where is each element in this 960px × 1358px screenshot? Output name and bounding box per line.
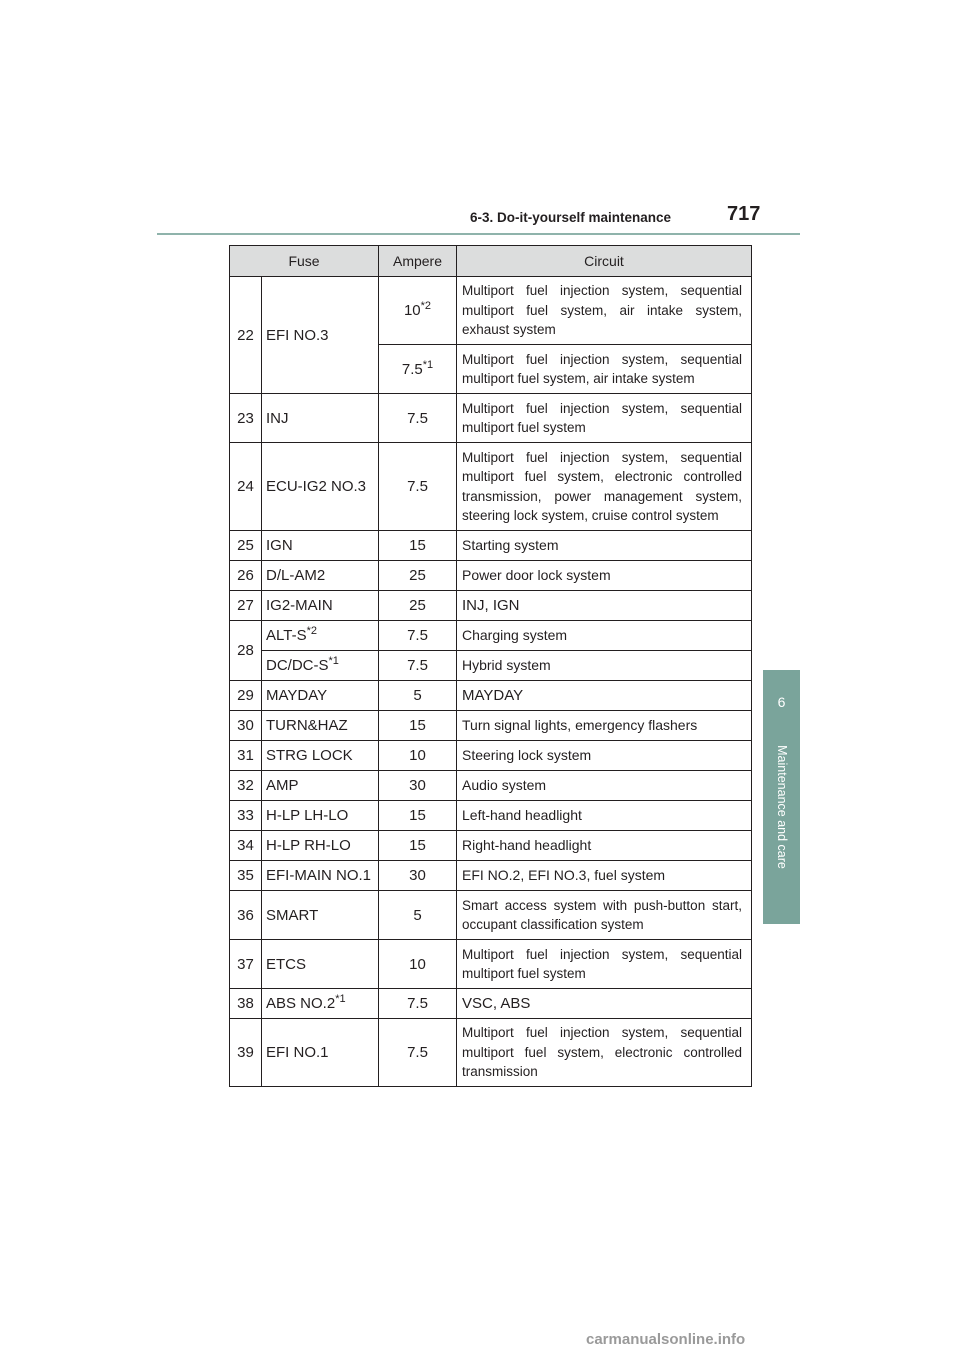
footnote-marker: *1 bbox=[335, 993, 346, 1005]
ampere-number: 7.5 bbox=[401, 360, 423, 378]
table-row bbox=[230, 861, 752, 891]
ampere-value: 15 bbox=[379, 531, 457, 561]
ampere-value: 7.5 bbox=[379, 989, 457, 1019]
circuit-description: Multiport fuel injection system, sequential multiport fuel system bbox=[457, 394, 752, 443]
fuse-name: MAYDAY bbox=[262, 681, 379, 711]
circuit-description: EFI NO.2, EFI NO.3, fuel system bbox=[457, 861, 752, 891]
table-row bbox=[230, 443, 752, 531]
footnote-marker: *2 bbox=[306, 625, 317, 637]
header-rule bbox=[157, 233, 800, 235]
fuse-name: EFI NO.1 bbox=[262, 1019, 379, 1087]
fuse-name: STRG LOCK bbox=[262, 741, 379, 771]
fuse-number: 25 bbox=[230, 531, 262, 561]
table-row bbox=[230, 891, 752, 940]
circuit-description: Multiport fuel injection system, sequential multiport fuel system, air intake system, exhaust system bbox=[457, 277, 752, 345]
circuit-description: Multiport fuel injection system, sequential multiport fuel system bbox=[457, 940, 752, 989]
ampere-value bbox=[379, 345, 457, 394]
fuse-name: IGN bbox=[262, 531, 379, 561]
ampere-value: 7.5 bbox=[379, 394, 457, 443]
table-row bbox=[230, 621, 752, 651]
fuse-number: 34 bbox=[230, 831, 262, 861]
fuse-number: 27 bbox=[230, 591, 262, 621]
ampere-value: 7.5 bbox=[379, 621, 457, 651]
table-row bbox=[230, 561, 752, 591]
table-row bbox=[230, 989, 752, 1019]
ampere-value: 7.5 bbox=[379, 1019, 457, 1087]
ampere-value: 25 bbox=[379, 561, 457, 591]
fuse-number: 35 bbox=[230, 861, 262, 891]
fuse-number: 39 bbox=[230, 1019, 262, 1087]
circuit-description: Left-hand headlight bbox=[457, 801, 752, 831]
ampere-number: 10 bbox=[403, 302, 421, 319]
ampere-value: 5 bbox=[379, 891, 457, 940]
ampere-value bbox=[379, 277, 457, 345]
chapter-title: Maintenance and care bbox=[774, 745, 789, 870]
fuse-number: 30 bbox=[230, 711, 262, 741]
fuse-name: D/L-AM2 bbox=[262, 561, 379, 591]
footnote-marker: *1 bbox=[422, 358, 434, 371]
fuse-number: 33 bbox=[230, 801, 262, 831]
ampere-value: 30 bbox=[379, 771, 457, 801]
table-row bbox=[230, 277, 752, 345]
fuse-name bbox=[262, 621, 379, 651]
circuit-description: Power door lock system bbox=[457, 561, 752, 591]
circuit-description: Charging system bbox=[457, 621, 752, 651]
page-number: 717 bbox=[727, 203, 761, 225]
circuit-description: Hybrid system bbox=[457, 651, 752, 681]
fuse-name: AMP bbox=[262, 771, 379, 801]
circuit-description: Turn signal lights, emergency flashers bbox=[457, 711, 752, 741]
ampere-value: 7.5 bbox=[379, 443, 457, 531]
table-row bbox=[230, 531, 752, 561]
circuit-description: VSC, ABS bbox=[457, 989, 752, 1019]
table-row bbox=[230, 681, 752, 711]
ampere-value: 15 bbox=[379, 711, 457, 741]
fuse-name: H-LP RH-LO bbox=[262, 831, 379, 861]
fuse-number: 38 bbox=[230, 989, 262, 1019]
table-row bbox=[230, 940, 752, 989]
column-header-circuit: Circuit bbox=[457, 246, 752, 277]
fuse-name: TURN&HAZ bbox=[262, 711, 379, 741]
fuse-number: 26 bbox=[230, 561, 262, 591]
footnote-marker: *2 bbox=[420, 300, 432, 312]
circuit-description: Right-hand headlight bbox=[457, 831, 752, 861]
fuse-name bbox=[262, 651, 379, 681]
ampere-value: 15 bbox=[379, 831, 457, 861]
fuse-name bbox=[262, 989, 379, 1019]
ampere-value: 15 bbox=[379, 801, 457, 831]
fuse-name: EFI-MAIN NO.1 bbox=[262, 861, 379, 891]
fuse-name: H-LP LH-LO bbox=[262, 801, 379, 831]
ampere-value: 25 bbox=[379, 591, 457, 621]
column-header-fuse: Fuse bbox=[230, 246, 379, 277]
fuse-name: IG2-MAIN bbox=[262, 591, 379, 621]
circuit-description: Multiport fuel injection system, sequential multiport fuel system, air intake system bbox=[457, 345, 752, 394]
table-row bbox=[230, 831, 752, 861]
circuit-description: Steering lock system bbox=[457, 741, 752, 771]
table-row bbox=[230, 394, 752, 443]
chapter-number: 6 bbox=[777, 694, 786, 710]
circuit-description: Audio system bbox=[457, 771, 752, 801]
circuit-description: Multiport fuel injection system, sequential multiport fuel system, electronic controlled transmission, power management system, steering lock system, cruise control system bbox=[457, 443, 752, 531]
table-row bbox=[230, 1019, 752, 1087]
fuse-number: 29 bbox=[230, 681, 262, 711]
ampere-value: 10 bbox=[379, 741, 457, 771]
circuit-description: Multiport fuel injection system, sequential multiport fuel system, electronic controlled transmission bbox=[457, 1019, 752, 1087]
fuse-number: 37 bbox=[230, 940, 262, 989]
table-row bbox=[230, 651, 752, 681]
fuse-number: 31 bbox=[230, 741, 262, 771]
fuse-name-text: ALT-S bbox=[266, 627, 307, 644]
section-title: 6-3. Do-it-yourself maintenance bbox=[470, 210, 672, 225]
table-row bbox=[230, 801, 752, 831]
column-header-ampere: Ampere bbox=[379, 246, 457, 277]
chapter-tab bbox=[763, 670, 800, 924]
circuit-description: Smart access system with push-button start, occupant classification system bbox=[457, 891, 752, 940]
fuse-name-text: DC/DC-S bbox=[266, 657, 329, 674]
table-row bbox=[230, 771, 752, 801]
table-row bbox=[230, 591, 752, 621]
fuse-number: 28 bbox=[230, 621, 262, 681]
watermark: carmanualsonline.info bbox=[586, 1331, 746, 1348]
table-header-row bbox=[230, 246, 752, 277]
fuse-number: 23 bbox=[230, 394, 262, 443]
fuse-name: EFI NO.3 bbox=[262, 277, 379, 394]
footnote-marker: *1 bbox=[328, 655, 339, 667]
ampere-value: 5 bbox=[379, 681, 457, 711]
circuit-description: MAYDAY bbox=[457, 681, 752, 711]
fuse-name-text: ABS NO.2 bbox=[266, 995, 336, 1012]
fuse-table bbox=[229, 245, 752, 1087]
fuse-number: 32 bbox=[230, 771, 262, 801]
ampere-value: 7.5 bbox=[379, 651, 457, 681]
fuse-name: ETCS bbox=[262, 940, 379, 989]
ampere-value: 10 bbox=[379, 940, 457, 989]
fuse-name: SMART bbox=[262, 891, 379, 940]
fuse-number: 24 bbox=[230, 443, 262, 531]
circuit-description: INJ, IGN bbox=[457, 591, 752, 621]
fuse-name: ECU-IG2 NO.3 bbox=[262, 443, 379, 531]
fuse-number: 22 bbox=[230, 277, 262, 394]
fuse-number: 36 bbox=[230, 891, 262, 940]
circuit-description: Starting system bbox=[457, 531, 752, 561]
table-row bbox=[230, 711, 752, 741]
table-row bbox=[230, 741, 752, 771]
fuse-name: INJ bbox=[262, 394, 379, 443]
ampere-value: 30 bbox=[379, 861, 457, 891]
